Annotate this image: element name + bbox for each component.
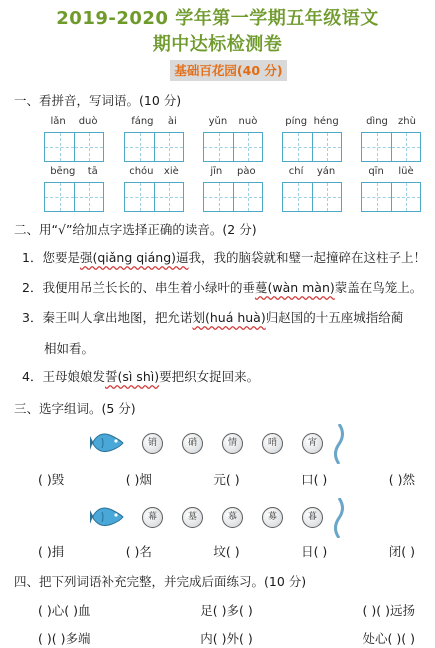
exam-subtitle: 期中达标检测卷 [152,34,283,55]
pinyin-syllable: yǔn [208,116,228,127]
pinyin-syllable: píng [285,116,308,127]
q4-answer-row-2 [38,629,415,647]
writing-grid[interactable] [124,182,184,212]
fish-icon [90,428,126,458]
pinyin-group [282,116,342,162]
pinyin-syllable: chí [288,166,304,177]
pinyin-group [282,166,342,212]
blank-word[interactable]: 日( ) [301,544,328,559]
q2-heading: 二、用“√”给加点字选择正确的读音。(2 分) [14,222,257,237]
writing-box[interactable] [312,183,341,211]
blank-idiom[interactable]: ( )心( )血 [38,603,91,618]
pinyin-syllable: lǎn [50,116,66,127]
pinyin-group [203,166,263,212]
character-bubble: 幕 [142,507,163,528]
q3-answer-row-2 [38,542,415,560]
writing-box[interactable] [45,183,74,211]
pinyin-group [361,166,421,212]
blank-word[interactable]: ( )然 [388,472,415,487]
writing-box[interactable] [362,133,391,161]
pinyin-syllable: tā [87,166,98,177]
choice-option[interactable]: 誓(sì shì) [104,369,160,384]
pinyin-group [124,166,184,212]
q3-answer-row-1 [38,470,415,488]
pinyin-syllable: nuò [238,116,258,127]
pinyin-group [203,116,263,162]
pinyin-syllable: lüè [398,166,414,177]
pinyin-syllable: dìng [366,116,388,127]
pinyin-group [124,116,184,162]
writing-box[interactable] [362,183,391,211]
pinyin-group [361,116,421,162]
character-bubble: 募 [262,507,283,528]
choice-option[interactable]: 蔓(wàn màn) [254,280,335,295]
blank-word[interactable]: ( )名 [125,544,152,559]
writing-box[interactable] [233,183,262,211]
q3-heading: 三、选字组词。(5 分) [14,401,136,416]
writing-box[interactable] [45,133,74,161]
writing-box[interactable] [125,183,154,211]
pinyin-syllable: jīn [210,166,223,177]
q2-sentence-2: 2．我便用吊兰长长的、串生着小绿叶的垂蔓(wàn màn)蒙盖在鸟笼上。 [22,280,423,295]
writing-box[interactable] [233,133,262,161]
writing-grid[interactable] [361,132,421,162]
character-bubble: 墓 [182,507,203,528]
writing-box[interactable] [74,183,103,211]
blank-word[interactable]: 闭( ) [388,544,415,559]
blank-idiom[interactable]: ( )( )远扬 [362,603,415,618]
character-bubble: 硝 [182,433,203,454]
writing-grid[interactable] [44,132,104,162]
q1-heading: 一、看拼音，写词语。(10 分) [14,93,182,108]
writing-box[interactable] [283,183,312,211]
writing-box[interactable] [283,133,312,161]
blank-word[interactable]: 口( ) [301,472,328,487]
blank-idiom[interactable]: ( )( )多端 [38,631,91,646]
writing-box[interactable] [391,183,420,211]
pinyin-syllable: bēng [50,166,76,177]
q4-heading: 四、把下列词语补充完整，并完成后面练习。(10 分) [14,574,307,589]
blank-word[interactable]: ( )捐 [38,544,65,559]
writing-box[interactable] [125,133,154,161]
writing-box[interactable] [312,133,341,161]
choice-option[interactable]: 划(huá huà) [192,310,266,325]
blank-word[interactable]: ( )毁 [38,472,65,487]
writing-box[interactable] [204,183,233,211]
pinyin-syllable: qīn [368,166,384,177]
fish-icon [90,502,126,532]
q2-sentence-1: 1．您要是强(qiǎng qiáng)逼我，我的脑袋就和璧一起撞碎在这柱子上！ [22,250,427,265]
writing-grid[interactable] [203,182,263,212]
writing-grid[interactable] [44,182,104,212]
pinyin-syllable: fáng [131,116,154,127]
writing-grid[interactable] [282,132,342,162]
writing-grid[interactable] [282,182,342,212]
pinyin-group [44,116,104,162]
writing-box[interactable] [204,133,233,161]
blank-word[interactable]: 坟( ) [213,544,240,559]
character-bubble: 暮 [302,507,323,528]
pinyin-syllable: zhù [398,116,416,127]
q2-sentence-4: 4．王母娘娘发誓(sì shì)要把织女捉回来。 [22,369,260,384]
blank-idiom[interactable]: 足( )多( ) [200,603,253,618]
blank-word[interactable]: 元( ) [213,472,240,487]
pinyin-syllable: chóu [129,166,154,177]
writing-grid[interactable] [124,132,184,162]
q2-sentence-3-cont: 相如看。 [44,341,95,356]
seaweed-icon [330,498,348,538]
character-bubbles-2 [90,498,350,538]
pinyin-syllable: pào [237,166,256,177]
pinyin-syllable: yán [316,166,336,177]
writing-box[interactable] [391,133,420,161]
pinyin-syllable: ài [167,116,177,127]
pinyin-syllable: xiè [163,166,179,177]
pinyin-group [44,166,104,212]
seaweed-icon [330,424,348,464]
pinyin-syllable: héng [313,116,339,127]
blank-idiom[interactable]: 内( )外( ) [200,631,253,646]
character-bubble: 哨 [262,433,283,454]
writing-grid[interactable] [361,182,421,212]
character-bubble: 销 [142,433,163,454]
pinyin-syllable: duò [78,116,98,127]
character-bubble: 慕 [222,507,243,528]
section-tag: 基础百花园(40 分) [170,60,287,81]
writing-box[interactable] [154,183,183,211]
writing-grid[interactable] [203,132,263,162]
writing-box[interactable] [74,133,103,161]
blank-word[interactable]: ( )烟 [125,472,152,487]
character-bubbles-1 [90,424,350,464]
writing-box[interactable] [154,133,183,161]
choice-option[interactable]: 强(qiǎng qiáng)逼 [79,250,189,265]
blank-idiom[interactable]: 处心( )( ) [362,631,415,646]
q4-answer-row-1 [38,601,415,619]
character-bubble: 情 [222,433,243,454]
q2-sentence-3: 3．秦王叫人拿出地图，把允诺划(huá huà)归赵国的十五座城指给蔺 [22,310,404,325]
character-bubble: 宵 [302,433,323,454]
exam-title: 2019-2020 学年第一学期五年级语文 [56,8,379,29]
